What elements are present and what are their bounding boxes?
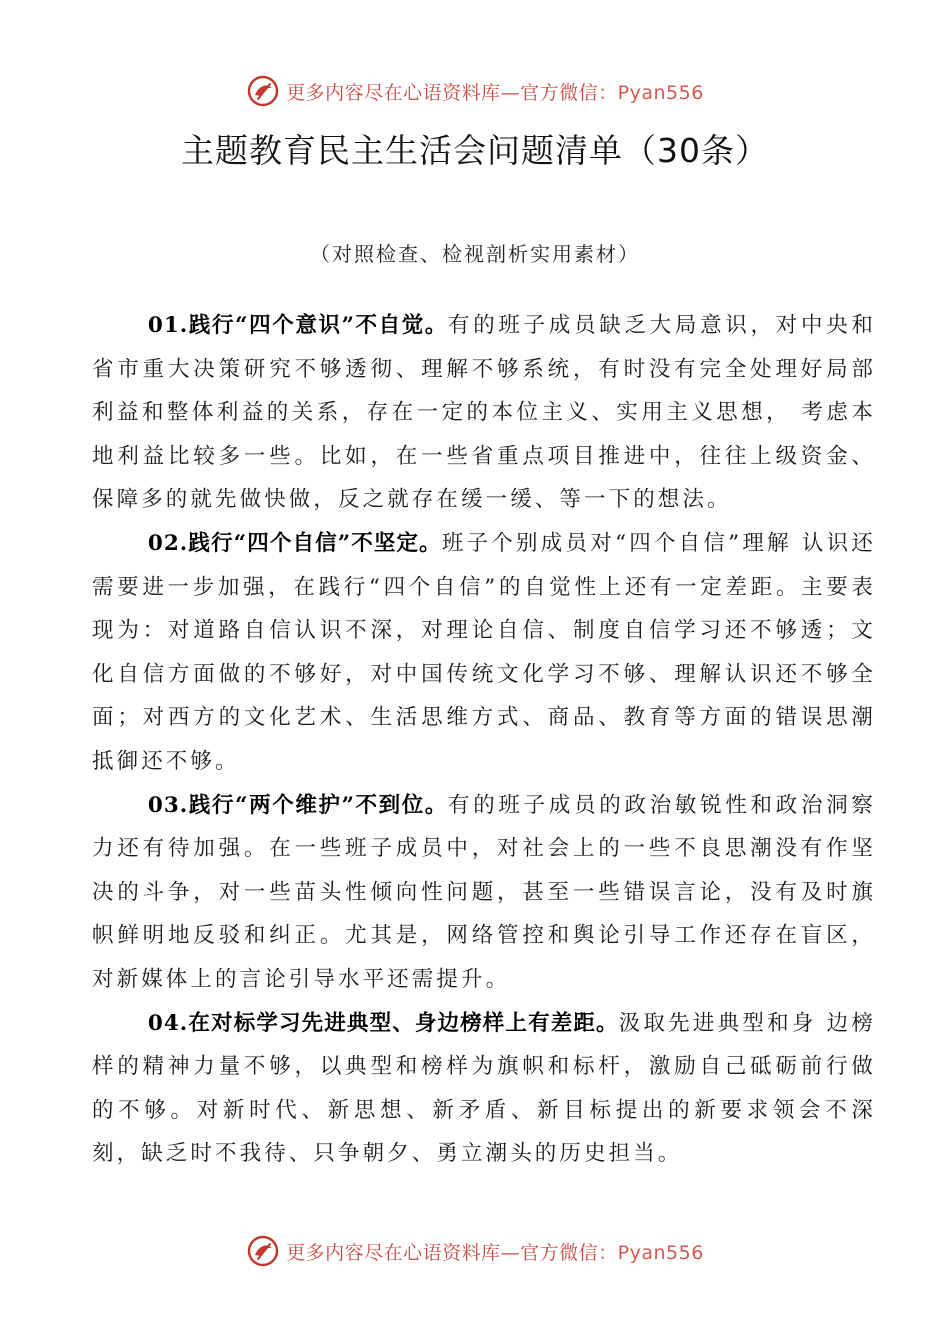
item-body: 班子个别成员对“四个自信”理解 认识还需要进一步加强，在践行“四个自信”的自觉性上还有一定差距。主要表现为：对道路自信认识不深，对理论自信、制度自信学习还不够透；文化自信方面做的不够好，对中国传统文化学习不够、理解认识还不够全面；对西方的文化艺术、生活思维方式、商品、教育等方面的错误思潮抵御还不够。 [92, 530, 876, 774]
page-subtitle: （对照检查、检视剖析实用素材） [310, 242, 640, 266]
page-title: 主题教育民主生活会问题清单（30条） [181, 131, 769, 170]
watermark-text [286, 1238, 704, 1265]
list-item [92, 784, 876, 1002]
item-body: 有的班子成员的政治敏锐性和政治洞察力还有待加强。在一些班子成员中，对社会上的一些不良思潮没有作坚决的斗争，对一些苗头性倾向性问题，甚至一些错误言论，没有及时旗帜鲜明地反驳和纠正。尤其是，网络管控和舆论引导工作还存在盲区，对新媒体上的言论引导水平还需提升。 [92, 792, 877, 992]
watermark-text [286, 78, 704, 105]
item-body: 有的班子成员缺乏大局意识，对中央和省市重大决策研究不够透彻、理解不够系统，有时没有完全处理好局部利益和整体利益的关系，存在一定的本位主义、实用主义思想， 考虑本地利益比较多一些。比如，在一些省重点项目推进中，往往上级资金、保障多的就先做快做，反之就存在缓一缓、等一下的想法。 [92, 313, 877, 513]
item-heading: 03.践行“两个维护”不到位。 [147, 792, 448, 818]
watermark-wechat-id: Pyan556 [617, 1241, 704, 1264]
watermark-prefix: 更多内容尽在心语资料库—官方微信： [286, 1241, 618, 1264]
item-heading: 04.在对标学习先进典型、身边榜样上有差距。 [147, 1010, 619, 1036]
item-body: 汲取先进典型和身 边榜样的精神力量不够，以典型和榜样为旗帜和标杆，激励自己砥砺前行做的不够。对新时代、新思想、新矛盾、新目标提出的新要求领会不深刻，缺乏时不我待、只争朝夕、勇立潮头的历史担当。 [92, 1010, 876, 1167]
brand-logo-icon [246, 74, 280, 108]
watermark-prefix: 更多内容尽在心语资料库—官方微信： [286, 81, 618, 104]
brand-logo-icon [246, 1234, 280, 1268]
watermark-top [0, 74, 950, 108]
item-heading: 01.践行“四个意识”不自觉。 [147, 313, 448, 338]
list-item [92, 304, 876, 522]
watermark-bottom [0, 1234, 950, 1268]
list-item [92, 1002, 876, 1176]
document-body [92, 304, 876, 1176]
item-heading: 02.践行“四个自信”不坚定。 [147, 530, 442, 556]
list-item [92, 522, 876, 784]
watermark-wechat-id: Pyan556 [617, 81, 704, 104]
